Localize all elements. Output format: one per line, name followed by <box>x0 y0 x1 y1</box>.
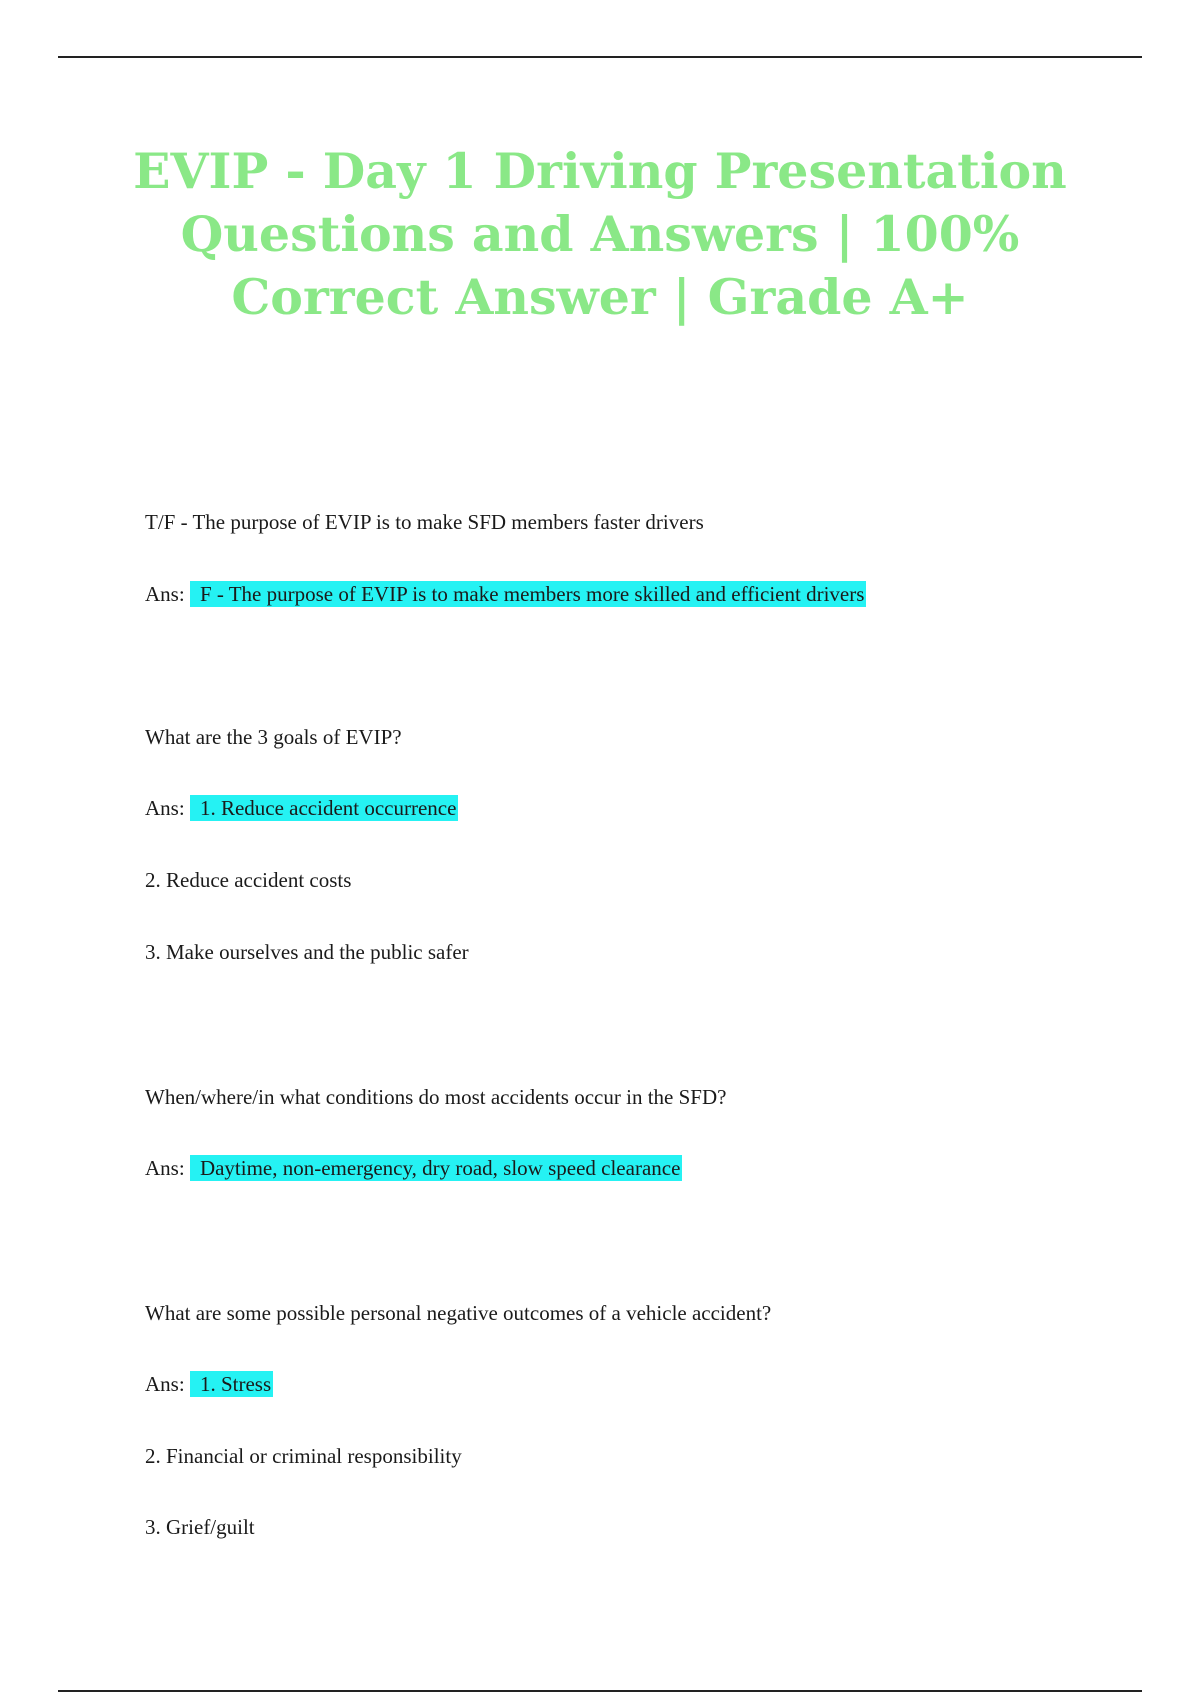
document-title: EVIP - Day 1 Driving Presentation Questions and Answers | 100% Correct Answer | Grade A+ <box>133 142 1067 326</box>
answer-2 <box>145 794 1145 822</box>
answer-2-highlight: 1. Reduce accident occurrence <box>190 795 459 821</box>
header-rule <box>58 56 1142 58</box>
answer-2-line-2: 2. Reduce accident costs <box>145 868 352 892</box>
question-1: T/F - The purpose of EVIP is to make SFD members faster drivers <box>145 510 704 534</box>
footer-rule <box>58 1690 1142 1692</box>
question-2: What are the 3 goals of EVIP? <box>145 725 402 749</box>
answer-1-highlight: F - The purpose of EVIP is to make members more skilled and efficient drivers <box>190 581 866 607</box>
question-3: When/where/in what conditions do most accidents occur in the SFD? <box>145 1085 727 1109</box>
answer-prefix: Ans: <box>145 1372 185 1396</box>
answer-2-line-3: 3. Make ourselves and the public safer <box>145 940 469 964</box>
answer-prefix: Ans: <box>145 1156 185 1180</box>
answer-4-highlight: 1. Stress <box>190 1371 273 1397</box>
question-4: What are some possible personal negative outcomes of a vehicle accident? <box>145 1301 772 1325</box>
answer-prefix: Ans: <box>145 582 185 606</box>
answer-4-line-2: 2. Financial or criminal responsibility <box>145 1444 462 1468</box>
answer-3 <box>145 1154 1145 1182</box>
answer-4-line-3: 3. Grief/guilt <box>145 1515 255 1539</box>
answer-1 <box>145 580 1145 608</box>
answer-3-highlight: Daytime, non-emergency, dry road, slow speed clearance <box>190 1155 682 1181</box>
answer-4 <box>145 1370 1145 1398</box>
answer-prefix: Ans: <box>145 796 185 820</box>
